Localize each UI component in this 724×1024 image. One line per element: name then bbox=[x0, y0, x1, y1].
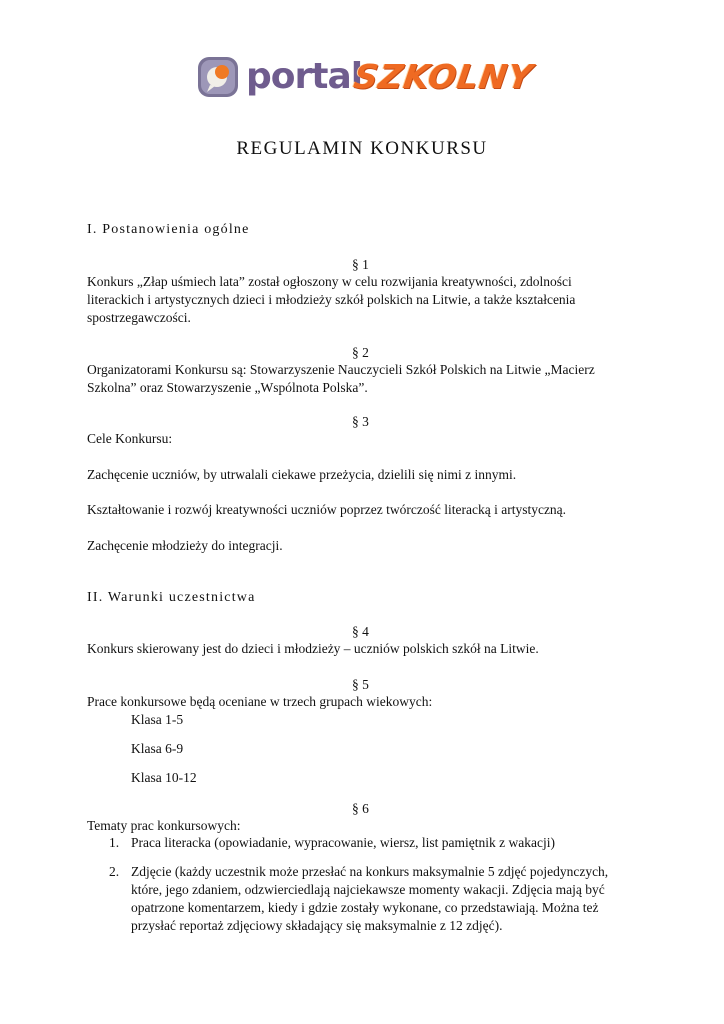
age-group-item: Klasa 10-12 bbox=[131, 770, 197, 785]
paragraph-text-1: Konkurs „Złap uśmiech lata” został ogłoszony w celu rozwijania kreatywności, zdolności literackich i artystycznych dzieci i młodzieży szkół polskich na Litwie, a także kształcenia spostrzegawczości. bbox=[87, 274, 576, 325]
goal-item: Zachęcenie młodzieży do integracji. bbox=[87, 538, 283, 553]
goal-item: Zachęcenie uczniów, by utrwalali ciekawe przeżycia, dzielili się nimi z innymi. bbox=[87, 467, 517, 482]
paragraph-text-4: Konkurs skierowany jest do dzieci i młodzieży – uczniów polskich szkół na Litwie. bbox=[87, 641, 539, 656]
topic-text: Zdjęcie (każdy uczestnik może przesłać na konkurs maksymalnie 5 zdjęć pojedynczych, które, jego zdaniem, odzwierciedlają najciekawsze momenty wakacji. Zdjęcia mają być opatrzone komentarzem, kiedy i gdzie zostały wykonane, co przedstawiają. Można też przysłać reportaż zdjęciowy składający się maksymalnie z 12 zdjęć). bbox=[131, 864, 609, 933]
topic-number: 2. bbox=[109, 864, 120, 879]
paragraph-label-5: § 5 bbox=[352, 677, 369, 692]
paragraph-intro-6: Tematy prac konkursowych: bbox=[87, 818, 241, 833]
paragraph-label-2: § 2 bbox=[352, 345, 369, 360]
logo-text-szkolny: SZKOLNY bbox=[351, 57, 536, 96]
document-title: REGULAMIN KONKURSU bbox=[236, 138, 488, 159]
logo-text-portal: portal bbox=[246, 56, 363, 97]
topic-number: 1. bbox=[109, 835, 120, 850]
paragraph-text-2: Organizatorami Konkursu są: Stowarzyszenie Nauczycieli Szkół Polskich na Litwie „Macierz Szkolna” oraz Stowarzyszenie „Wspólnota Polska”. bbox=[87, 362, 595, 395]
paragraph-intro-5: Prace konkursowe będą oceniane w trzech grupach wiekowych: bbox=[87, 694, 433, 709]
paragraph-label-6: § 6 bbox=[352, 801, 369, 816]
goal-item: Kształtowanie i rozwój kreatywności uczniów poprzez twórczość literacką i artystyczną. bbox=[87, 502, 567, 517]
paragraph-label-4: § 4 bbox=[352, 624, 369, 639]
topic-text: Praca literacka (opowiadanie, wypracowanie, wiersz, list pamiętnik z wakacji) bbox=[131, 835, 555, 850]
section-heading-general: I. Postanowienia ogólne bbox=[87, 222, 250, 237]
paragraph-label-1: § 1 bbox=[352, 257, 369, 272]
paragraph-label-3: § 3 bbox=[352, 414, 369, 429]
age-group-item: Klasa 1-5 bbox=[131, 712, 184, 727]
speech-bubble-icon bbox=[196, 55, 240, 99]
age-group-item: Klasa 6-9 bbox=[131, 741, 184, 756]
section-heading-conditions: II. Warunki uczestnictwa bbox=[87, 590, 256, 605]
paragraph-intro-3: Cele Konkursu: bbox=[87, 431, 173, 446]
portal-szkolny-logo bbox=[196, 52, 536, 102]
